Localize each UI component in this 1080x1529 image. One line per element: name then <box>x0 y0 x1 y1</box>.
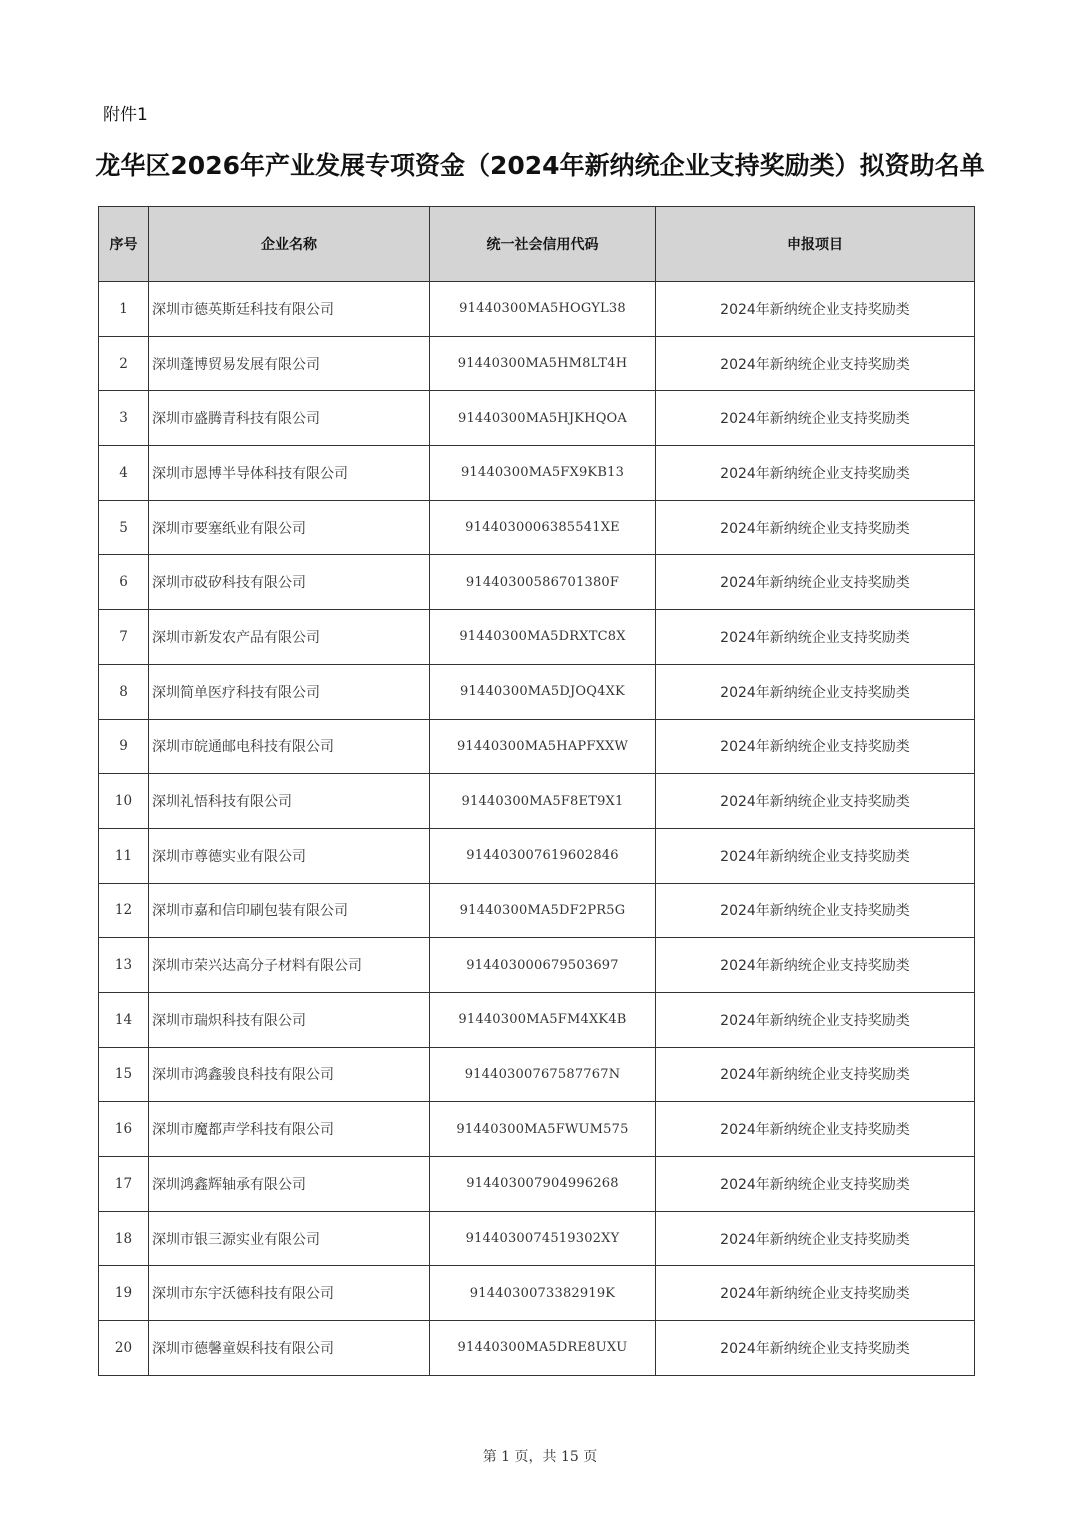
table-row <box>99 1157 975 1212</box>
table-header-row <box>99 207 975 282</box>
table-row <box>99 828 975 883</box>
credit-code-cell: 91440300586701380F <box>430 555 656 610</box>
project-cell: 2024年新纳统企业支持奖励类 <box>656 1047 975 1102</box>
project-cell: 2024年新纳统企业支持奖励类 <box>656 774 975 829</box>
table-row <box>99 555 975 610</box>
project-cell: 2024年新纳统企业支持奖励类 <box>656 1157 975 1212</box>
column-header-project: 申报项目 <box>656 207 975 282</box>
company-name-cell: 深圳市恩博半导体科技有限公司 <box>149 446 430 501</box>
company-name-cell: 深圳蓬博贸易发展有限公司 <box>149 336 430 391</box>
credit-code-cell: 914403007904996268 <box>430 1157 656 1212</box>
project-cell: 2024年新纳统企业支持奖励类 <box>656 664 975 719</box>
page-footer: 第 1 页，共 15 页 <box>482 1449 598 1465</box>
company-name-cell: 深圳市魔都声学科技有限公司 <box>149 1102 430 1157</box>
table-row <box>99 391 975 446</box>
company-name-cell: 深圳市东宇沃德科技有限公司 <box>149 1266 430 1321</box>
table-row <box>99 883 975 938</box>
row-number: 10 <box>99 774 149 829</box>
row-number: 8 <box>99 664 149 719</box>
project-cell: 2024年新纳统企业支持奖励类 <box>656 1321 975 1376</box>
project-cell: 2024年新纳统企业支持奖励类 <box>656 828 975 883</box>
company-name-cell: 深圳市德英斯廷科技有限公司 <box>149 282 430 337</box>
project-cell: 2024年新纳统企业支持奖励类 <box>656 938 975 993</box>
row-number: 20 <box>99 1321 149 1376</box>
project-cell: 2024年新纳统企业支持奖励类 <box>656 1266 975 1321</box>
company-name-cell: 深圳市盛腾青科技有限公司 <box>149 391 430 446</box>
project-cell: 2024年新纳统企业支持奖励类 <box>656 282 975 337</box>
table-row <box>99 1047 975 1102</box>
credit-code-cell: 91440300MA5F8ET9X1 <box>430 774 656 829</box>
credit-code-cell: 9144030006385541XE <box>430 500 656 555</box>
row-number: 16 <box>99 1102 149 1157</box>
project-cell: 2024年新纳统企业支持奖励类 <box>656 992 975 1047</box>
company-name-cell: 深圳市皖通邮电科技有限公司 <box>149 719 430 774</box>
credit-code-cell: 9144030074519302XY <box>430 1211 656 1266</box>
project-cell: 2024年新纳统企业支持奖励类 <box>656 336 975 391</box>
credit-code-cell: 91440300MA5HJKHQOA <box>430 391 656 446</box>
company-name-cell: 深圳市德馨童娱科技有限公司 <box>149 1321 430 1376</box>
row-number: 7 <box>99 610 149 665</box>
company-name-cell: 深圳鸿鑫辉轴承有限公司 <box>149 1157 430 1212</box>
credit-code-cell: 91440300MA5FX9KB13 <box>430 446 656 501</box>
row-number: 18 <box>99 1211 149 1266</box>
table-row <box>99 938 975 993</box>
table-row <box>99 446 975 501</box>
project-cell: 2024年新纳统企业支持奖励类 <box>656 1211 975 1266</box>
funding-roster-table <box>98 206 975 1376</box>
row-number: 6 <box>99 555 149 610</box>
project-cell: 2024年新纳统企业支持奖励类 <box>656 1102 975 1157</box>
page-title: 龙华区2026年产业发展专项资金（2024年新纳统企业支持奖励类）拟资助名单 <box>95 151 985 180</box>
row-number: 4 <box>99 446 149 501</box>
project-cell: 2024年新纳统企业支持奖励类 <box>656 391 975 446</box>
table-row <box>99 1321 975 1376</box>
table-row <box>99 610 975 665</box>
company-name-cell: 深圳市鸿鑫骏良科技有限公司 <box>149 1047 430 1102</box>
project-cell: 2024年新纳统企业支持奖励类 <box>656 883 975 938</box>
row-number: 11 <box>99 828 149 883</box>
column-header-credit-code: 统一社会信用代码 <box>430 207 656 282</box>
row-number: 19 <box>99 1266 149 1321</box>
row-number: 3 <box>99 391 149 446</box>
credit-code-cell: 91440300MA5DRXTC8X <box>430 610 656 665</box>
table-body <box>99 282 975 1376</box>
credit-code-cell: 91440300MA5FWUM575 <box>430 1102 656 1157</box>
table-row <box>99 1211 975 1266</box>
credit-code-cell: 91440300MA5DF2PR5G <box>430 883 656 938</box>
table-row <box>99 1266 975 1321</box>
credit-code-cell: 91440300MA5DRE8UXU <box>430 1321 656 1376</box>
company-name-cell: 深圳市尊德实业有限公司 <box>149 828 430 883</box>
company-name-cell: 深圳市嘉和信印刷包装有限公司 <box>149 883 430 938</box>
company-name-cell: 深圳简单医疗科技有限公司 <box>149 664 430 719</box>
row-number: 14 <box>99 992 149 1047</box>
row-number: 2 <box>99 336 149 391</box>
credit-code-cell: 91440300MA5DJOQ4XK <box>430 664 656 719</box>
table-row <box>99 500 975 555</box>
table-row <box>99 719 975 774</box>
project-cell: 2024年新纳统企业支持奖励类 <box>656 555 975 610</box>
row-number: 15 <box>99 1047 149 1102</box>
credit-code-cell: 91440300MA5FM4XK4B <box>430 992 656 1047</box>
table-row <box>99 664 975 719</box>
column-header-no: 序号 <box>99 207 149 282</box>
credit-code-cell: 91440300MA5HOGYL38 <box>430 282 656 337</box>
project-cell: 2024年新纳统企业支持奖励类 <box>656 500 975 555</box>
table-row <box>99 992 975 1047</box>
row-number: 13 <box>99 938 149 993</box>
project-cell: 2024年新纳统企业支持奖励类 <box>656 446 975 501</box>
project-cell: 2024年新纳统企业支持奖励类 <box>656 719 975 774</box>
credit-code-cell: 9144030073382919K <box>430 1266 656 1321</box>
credit-code-cell: 914403000679503697 <box>430 938 656 993</box>
row-number: 5 <box>99 500 149 555</box>
table-row <box>99 1102 975 1157</box>
company-name-cell: 深圳市砹矽科技有限公司 <box>149 555 430 610</box>
table-row <box>99 282 975 337</box>
row-number: 17 <box>99 1157 149 1212</box>
company-name-cell: 深圳礼悟科技有限公司 <box>149 774 430 829</box>
company-name-cell: 深圳市要塞纸业有限公司 <box>149 500 430 555</box>
row-number: 1 <box>99 282 149 337</box>
company-name-cell: 深圳市银三源实业有限公司 <box>149 1211 430 1266</box>
attachment-label: 附件1 <box>103 105 148 125</box>
company-name-cell: 深圳市瑞炽科技有限公司 <box>149 992 430 1047</box>
row-number: 12 <box>99 883 149 938</box>
table-row <box>99 336 975 391</box>
credit-code-cell: 91440300MA5HAPFXXW <box>430 719 656 774</box>
table-row <box>99 774 975 829</box>
row-number: 9 <box>99 719 149 774</box>
credit-code-cell: 91440300MA5HM8LT4H <box>430 336 656 391</box>
company-name-cell: 深圳市荣兴达高分子材料有限公司 <box>149 938 430 993</box>
credit-code-cell: 91440300767587767N <box>430 1047 656 1102</box>
column-header-company-name: 企业名称 <box>149 207 430 282</box>
company-name-cell: 深圳市新发农产品有限公司 <box>149 610 430 665</box>
project-cell: 2024年新纳统企业支持奖励类 <box>656 610 975 665</box>
credit-code-cell: 914403007619602846 <box>430 828 656 883</box>
